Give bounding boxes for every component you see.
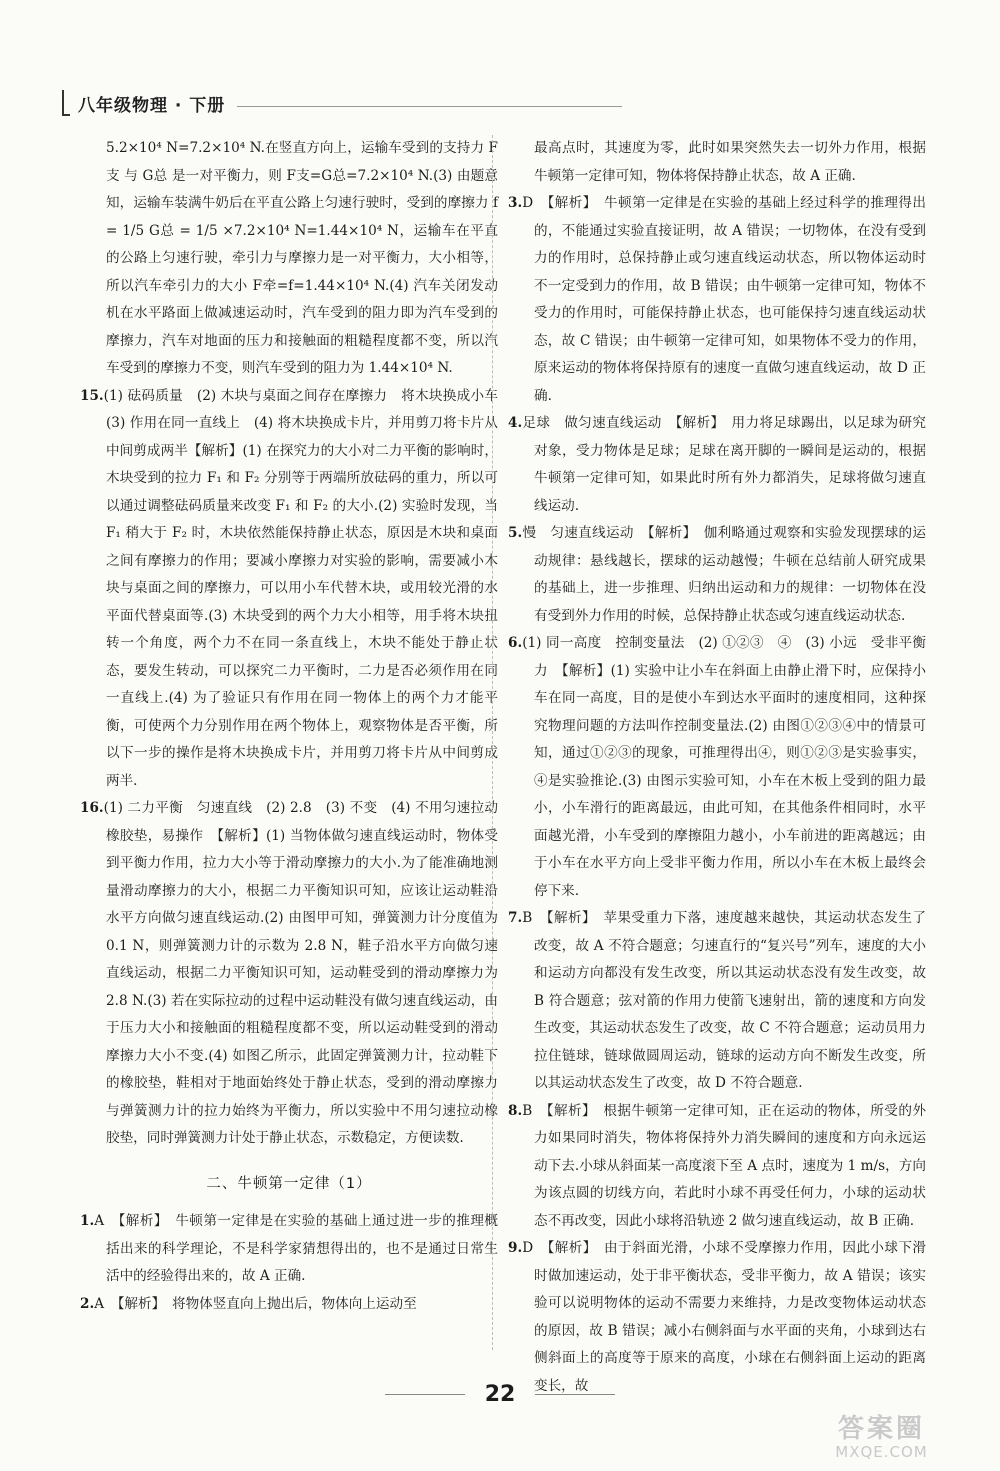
q4-number: 4.: [508, 415, 523, 431]
watermark-url: MXQE.COM: [835, 1443, 928, 1461]
question-7: [508, 905, 926, 1098]
footer-rule-right: [535, 1394, 615, 1395]
q1-text: A 【解析】 牛顿第一定律是在实验的基础上通过进一步的推理概括出来的科学理论，不是科学家猜想得出的，也不是通过日常生活中的经验得出来的，故 A 正确.: [94, 1213, 498, 1284]
q6-text: (1) 同一高度 控制变量法 (2) ①②③ ④ (3) 小远 受非平衡力 【解析】(1) 实验中让小车在斜面上由静止滑下时，应保持小车在同一高度，目的是使小车到达水平面时的速度相同，这种探究物理问题的方法叫作控制变量法.(2) 由图①②③④中的情景可知，通过①②③的现象，可推理得出④，则①②③是实验事实，④是实验推论.(3) 由图示实验可知，小车在木板上受到的阻力最小，小车滑行的距离最远，由此可知，在其他条件相同时，水平面越光滑，小车受到的摩擦阻力越小，小车前进的距离越远；由于小车在水平方向上受非平衡力作用，所以小车在木板上最终会停下来.: [522, 635, 926, 899]
footer-rule-left: [385, 1394, 465, 1395]
q14-continuation: 5.2×10⁴ N=7.2×10⁴ N.在竖直方向上，运输车受到的支持力 F支 与 G总 是一对平衡力，则 F支=G总=7.2×10⁴ N.(3) 由题意知，运输车装满牛奶后在平直公路上匀速行驶时，受到的摩擦力 f = 1/5 G总 = 1/5 ×7.2×10⁴ N=1.44×10⁴ N，运输车在平直的公路上匀速行驶，牵引力与摩擦力是一对平衡力，大小相等，所以汽车牵引力的大小 F牵=f=1.44×10⁴ N.(4) 汽车关闭发动机在水平路面上做减速运动时，汽车受到的阻力即为汽车受到的摩擦力，汽车对地面的压力和接触面的粗糙程度都不变，所以汽车受到的摩擦力不变，则汽车受到的阻力为 1.44×10⁴ N.: [106, 140, 498, 376]
q6-number: 6.: [508, 635, 523, 651]
question-6: [508, 630, 926, 905]
q8-number: 8.: [508, 1102, 523, 1119]
column-divider: [492, 135, 493, 1350]
q15-number: 15.: [80, 387, 104, 404]
q16-number: 16.: [80, 800, 104, 816]
q5-number: 5.: [508, 525, 523, 541]
q3-number: 3.: [508, 195, 523, 211]
header-rule: [237, 106, 622, 107]
q7-text: B 【解析】 苹果受重力下落，速度越来越快，其运动状态发生了改变，故 A 不符合题意；匀速直行的“复兴号”列车，速度的大小和运动方向都没有发生改变，所以其运动状态没有发生改变，故 B 符合题意；弦对箭的作用力使箭飞速射出，箭的速度和方向发生改变，其运动状态发生了改变，故 C 不符合题意；运动员用力拉住链球，链球做圆周运动，链球的运动方向不断发生改变，所以其运动状态发生了改变，故 D 不符合题意.: [522, 910, 926, 1091]
q9-number: 9.: [508, 1240, 523, 1256]
page-number: 22: [484, 1381, 516, 1407]
watermark-title: 答案圈: [837, 1414, 925, 1444]
question-15: [80, 383, 512, 796]
question-16: [80, 795, 498, 1153]
watermark-logo: [789, 1415, 974, 1463]
question-3: [508, 190, 926, 410]
page-header: [62, 88, 622, 118]
right-column: [508, 135, 926, 1400]
page-footer: [0, 1374, 1000, 1414]
question-1: [80, 1208, 498, 1291]
q9-text: D 【解析】 由于斜面光滑，小球不受摩擦力作用，因此小球下滑时做加速运动，处于非平衡状态，受非平衡力，故 A 错误；该实验可以说明物体的运动不需要力来维持，力是改变物体运动状态的原因，故 B 错误；减小右侧斜面与水平面的夹角，小球到达右侧斜面上的高度等于原来的高度，小球在右侧斜面上运动的距离变长，故: [522, 1240, 926, 1394]
q7-number: 7.: [508, 910, 523, 926]
left-column: [80, 135, 512, 1318]
q2-number: 2.: [80, 1295, 95, 1312]
q3-text: D 【解析】 牛顿第一定律是在实验的基础上经过科学的推理得出的，不能通过实验直接证明，故 A 错误；一切物体，在没有受到力的作用时，总保持静止或匀速直线运动状态，所以物体运动时不一定受到力的作用，故 B 错误；由牛顿第一定律可知，物体不受力的作用时，可能保持静止状态，也可能保持匀速直线运动状态，故 C 错误；由牛顿第一定律可知，如果物体不受力的作用，原来运动的物体将保持原有的速度一直做匀速直线运动，故 D 正确.: [522, 195, 926, 404]
q15-text: (1) 砝码质量 (2) 木块与桌面之间存在摩擦力 将木块换成小车 (3) 作用在同一直线上 (4) 将木块换成卡片，并用剪刀将卡片从中间剪成两半【解析】(1) 在探究力的大小对二力平衡的影响时，木块受到的拉力 F₁ 和 F₂ 分别等于两端所放砝码的重力，所以可以通过调整砝码质量来改变 F₁ 和 F₂ 的大小.(2) 实验时发现，当 F₁ 稍大于 F₂ 时，木块依然能保持静止状态，原因是木块和桌面之间有摩擦力的作用；要减小摩擦力对实验的影响，需要减小木块与桌面之间的摩擦力，可以用小车代替木块，或用较光滑的水平面代替桌面等.(3) 木块受到的两个力大小相等，用手将木块扭转一个角度，两个力不在同一条直线上，木块不能处于静止状态，要发生转动，可以探究二力平衡时，二力是否必须作用在同一直线上.(4) 为了验证只有作用在同一物体上的两个力才能平衡，可使两个力分别作用在两个物体上，观察物体是否平衡，所以下一步的操作是将木块换成卡片，并用剪刀将卡片从中间剪成两半.: [103, 387, 512, 789]
q5-text: 慢 匀速直线运动 【解析】 伽利略通过观察和实验发现摆球的运动规律：悬线越长，摆球的运动越慢；牛顿在总结前人研究成果的基础上，进一步推理、归纳出运动和力的规律：一切物体在没有受到外力作用的时候，总保持静止状态或匀速直线运动状态.: [522, 525, 926, 624]
q8-text: B 【解析】 根据牛顿第一定律可知，正在运动的物体，所受的外力如果同时消失，物体将保持外力消失瞬间的速度和方向永远运动下去.小球从斜面某一高度滚下至 A 点时，速度为 1 m/s，方向为该点圆的切线方向，若此时小球不再受任何力，小球的运动状态不再改变，因此小球将沿轨迹 2 做匀速直线运动，故 B 正确.: [522, 1102, 926, 1229]
question-4: [508, 410, 926, 520]
q4-text: 足球 做匀速直线运动 【解析】 用力将足球踢出，以足球为研究对象，受力物体是足球；足球在离开脚的一瞬间是运动的，根据牛顿第一定律可知，如果此时所有外力都消失，足球将做匀速直线运动.: [522, 415, 926, 514]
question-8: [508, 1098, 926, 1236]
section-title: 二、牛顿第一定律（1）: [206, 1175, 372, 1192]
q16-text: (1) 二力平衡 匀速直线 (2) 2.8 (3) 不变 (4) 不用匀速拉动橡胶垫，易操作 【解析】(1) 当物体做匀速直线运动时，物体受到平衡力作用，拉力大小等于滑动摩擦力的大小.为了能准确地测量滑动摩擦力的大小，根据二力平衡知识可知，应该让运动鞋沿水平方向做匀速直线运动.(2) 由图甲可知，弹簧测力计分度值为 0.1 N，则弹簧测力计的示数为 2.8 N，鞋子沿水平方向做匀速直线运动，根据二力平衡知识可知，运动鞋受到的滑动摩擦力为 2.8 N.(3) 若在实际拉动的过程中运动鞋没有做匀速直线运动，由于压力大小和接触面的粗糙程度都不变，所以运动鞋受到的滑动摩擦力大小不变.(4) 如图乙所示，此固定弹簧测力计，拉动鞋下的橡胶垫，鞋相对于地面始终处于静止状态，受到的滑动摩擦力与弹簧测力计的拉力始终为平衡力，所以实验中不用匀速拉动橡胶垫，同时弹簧测力计处于静止状态，示数稳定，方便读数.: [103, 800, 498, 1146]
q1-number: 1.: [80, 1213, 95, 1229]
question-5: [508, 520, 926, 630]
header-bracket: [62, 90, 70, 116]
question-2: [80, 1291, 498, 1319]
q2-continuation: 最高点时，其速度为零，此时如果突然失去一切外力作用，根据牛顿第一定律可知，物体将保持静止状态，故 A 正确.: [534, 140, 926, 184]
header-title: 八年级物理 · 下册: [78, 95, 226, 116]
q2-text: A 【解析】 将物体竖直向上抛出后，物体向上运动至: [94, 1295, 417, 1312]
